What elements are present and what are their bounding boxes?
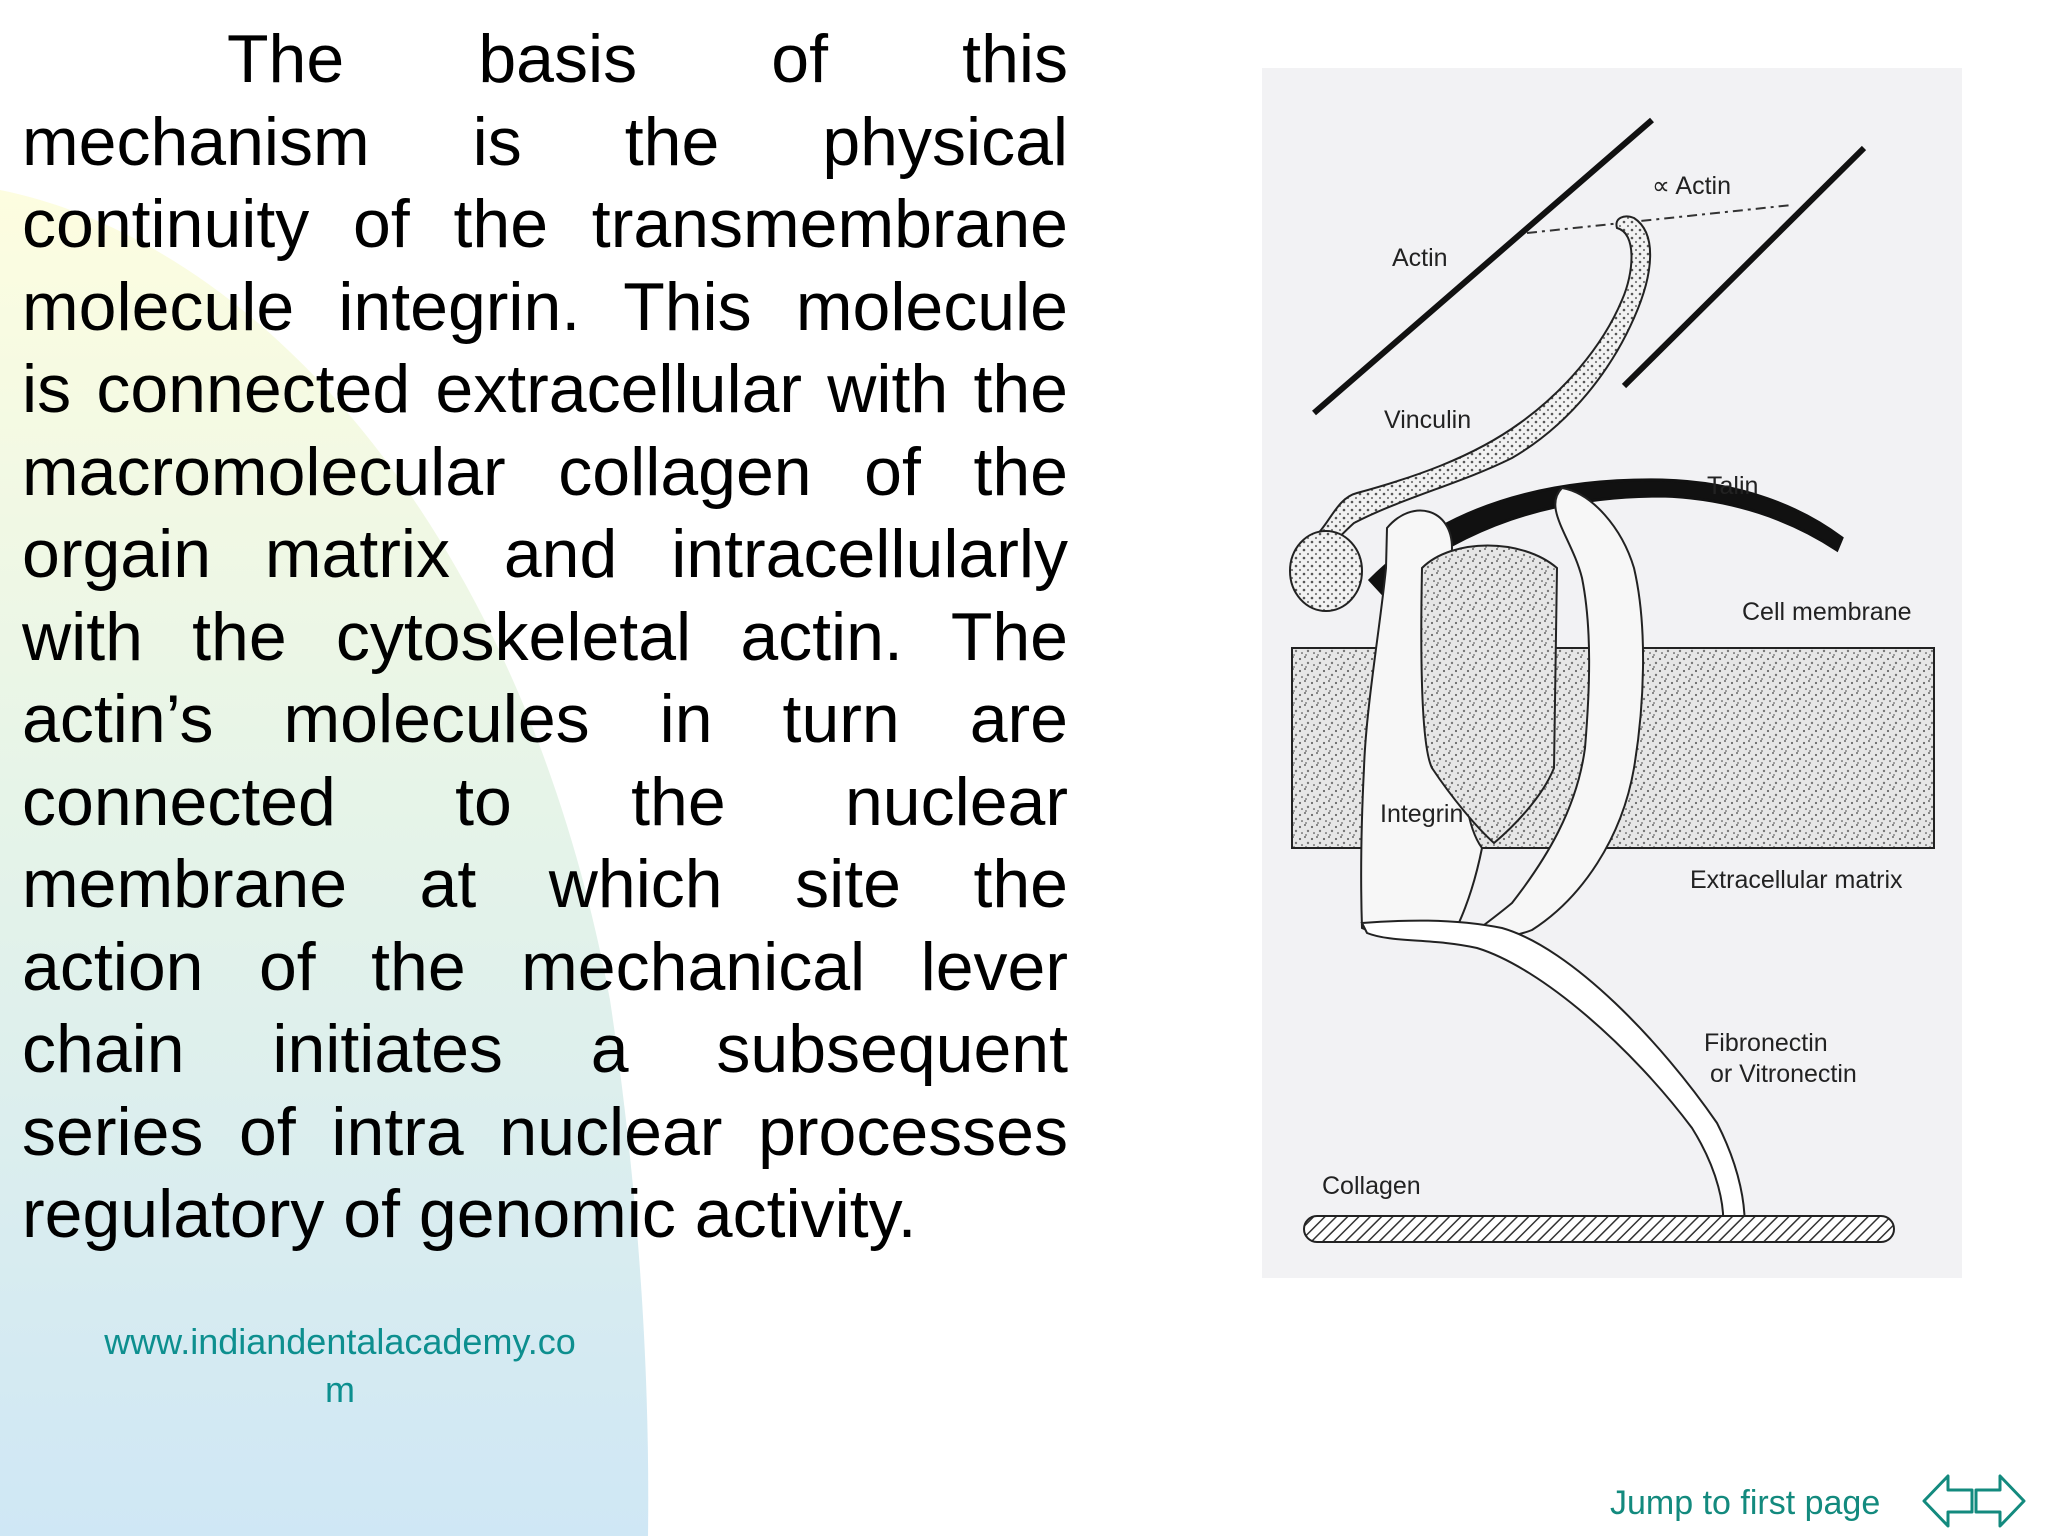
text-line: The basis of this: [227, 21, 1068, 97]
jump-to-first-page-link[interactable]: Jump to first page: [1610, 1484, 1881, 1522]
integrin-adhesion-diagram: [1262, 68, 1962, 1278]
website-url[interactable]: [60, 1318, 620, 1414]
text-line: is connected extracellular with the: [22, 351, 1068, 427]
text-line: with the cytoskeletal actin. The: [22, 598, 1068, 675]
label-collagen: Collagen: [1322, 1172, 1421, 1200]
vinculin-head: [1290, 531, 1362, 611]
label-talin: Talin: [1707, 472, 1759, 500]
text-line: regulatory of genomic activity.: [22, 1176, 917, 1252]
text-line: macromolecular collagen of the: [22, 433, 1068, 510]
label-integrin: Integrin: [1380, 800, 1464, 828]
text-line: series of intra nuclear processes: [22, 1093, 1068, 1170]
collagen-fiber: [1304, 1216, 1894, 1242]
previous-arrow-icon[interactable]: [1920, 1470, 1976, 1532]
label-actin: Actin: [1392, 244, 1448, 272]
text-line: connected to the nuclear: [22, 763, 1068, 840]
text-line: orgain matrix and intracellularly: [22, 516, 1068, 592]
text-line: chain initiates a subsequent: [22, 1011, 1068, 1087]
label-cell-membrane: Cell membrane: [1742, 598, 1912, 626]
text-line: action of the mechanical lever: [22, 928, 1068, 1005]
text-line: mechanism is the physical: [22, 103, 1068, 180]
text-line: molecule integrin. This molecule: [22, 268, 1068, 345]
label-extracellular-matrix: Extracellular matrix: [1690, 866, 1903, 894]
website-url-line1: www.indiandentalacademy.co: [104, 1321, 576, 1362]
body-paragraph: [22, 18, 1068, 1256]
next-arrow-icon[interactable]: [1972, 1470, 2028, 1532]
label-alpha-actin: ∝ Actin: [1652, 172, 1732, 200]
label-vinculin: Vinculin: [1384, 406, 1472, 434]
text-line: continuity of the transmembrane: [22, 186, 1068, 262]
label-vitronectin: or Vitronectin: [1710, 1060, 1857, 1088]
slide-navigation: [1920, 1470, 2032, 1536]
text-line: actin’s molecules in turn are: [22, 681, 1068, 757]
label-fibronectin: Fibronectin: [1704, 1029, 1828, 1057]
text-line: membrane at which site the: [22, 846, 1068, 922]
website-url-line2: m: [325, 1369, 355, 1410]
